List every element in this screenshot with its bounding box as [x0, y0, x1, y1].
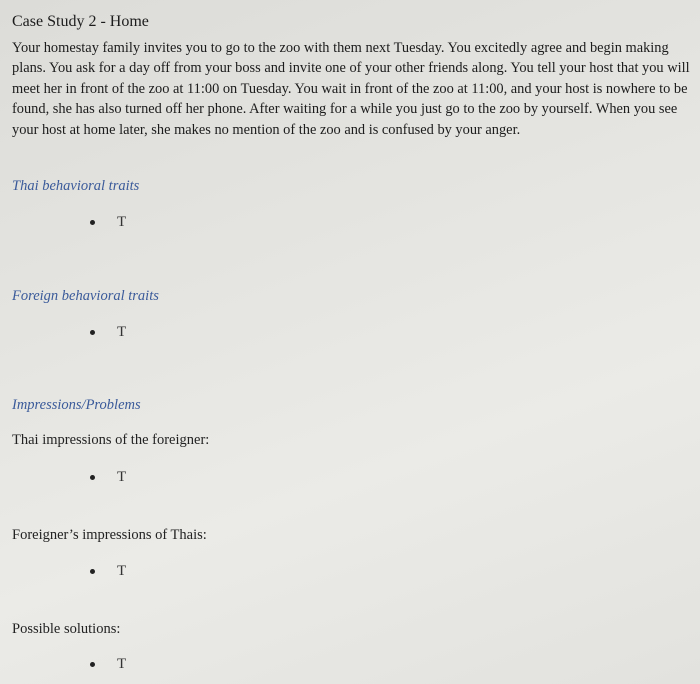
bullet-dot-icon — [90, 220, 95, 225]
bullet-text: T — [117, 324, 127, 340]
possible-solutions-bullet — [90, 656, 126, 673]
possible-solutions-heading: Possible solutions: — [12, 621, 121, 637]
bullet-text: T — [117, 656, 127, 672]
bullet-text: T — [117, 214, 127, 230]
thai-traits-bullet — [90, 214, 126, 231]
foreign-traits-heading: Foreign behavioral traits — [12, 288, 159, 304]
case-description: Your homestay family invites you to go to the zoo with them next Tuesday. You excitedly agree and begin making plans. You ask for a day off from your boss and invite one of your other friends along. You tell your host that you will meet her in front of the zoo at 11:00 on Tuesday. You wait in front of the zoo at 11:00, and your host is nowhere to be found, she has also turned off her phone. After waiting for a while you just go to the zoo by yourself. When you see your host at home later, she makes no mention of the zoo and is confused by your anger. — [12, 40, 690, 138]
foreigner-impressions-heading: Foreigner’s impressions of Thais: — [12, 527, 207, 543]
bullet-text: T — [117, 563, 127, 579]
case-study-title: Case Study 2 - Home — [12, 13, 149, 30]
foreign-traits-bullet — [90, 324, 126, 341]
foreigner-impressions-bullet — [90, 563, 126, 580]
bullet-dot-icon — [90, 330, 95, 335]
bullet-dot-icon — [90, 569, 95, 574]
thai-impressions-heading: Thai impressions of the foreigner: — [12, 432, 210, 448]
bullet-dot-icon — [90, 662, 95, 667]
bullet-text: T — [117, 469, 127, 485]
impressions-heading: Impressions/Problems — [12, 397, 141, 413]
thai-impressions-bullet — [90, 469, 126, 486]
thai-traits-heading: Thai behavioral traits — [12, 178, 140, 194]
bullet-dot-icon — [90, 475, 95, 480]
